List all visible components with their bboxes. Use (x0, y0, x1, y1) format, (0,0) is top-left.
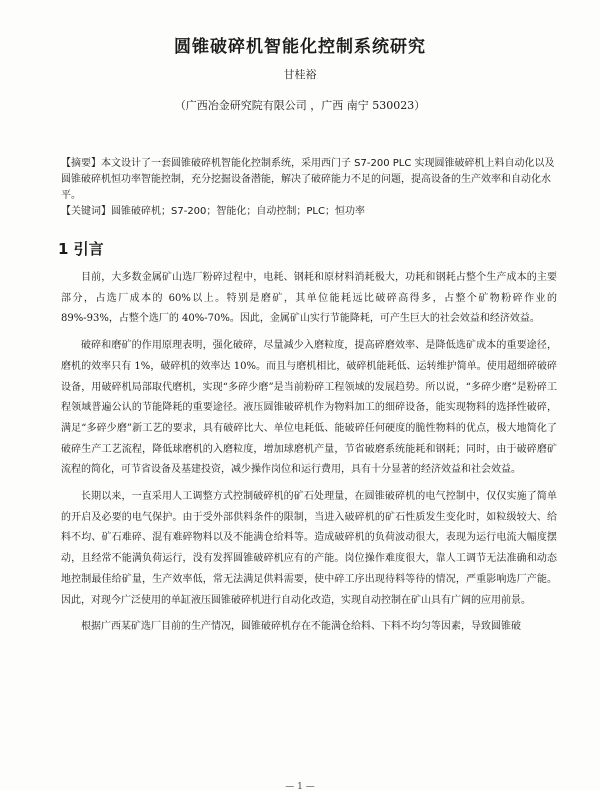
body-paragraph: 破碎和磨矿的作用原理表明，强化破碎，尽量减少入磨粒度，提高碎磨效率、是降低选矿成本的重要途径，磨机的效率只有 1%，破碎机的效率达 10%。而且与磨机相比，破碎机能耗低、运转维护简单。使用超细碎破碎设备，用破碎机局部取代磨机，实现“多碎少磨”是当前粉碎工程领域的发展趋势。所以说，“多碎少磨”是粉碎工程领域普遍公认的节能降耗的重要途径。液压圆锥破碎机作为物料加工的细碎设备，能实现物料的选择性破碎，满足“多碎少磨”新工艺的要求，具有破碎比大、单位电耗低、能破碎任何硬度的脆性物料的优点，极大地简化了破碎生产工艺流程，降低球磨机的入磨粒度，增加球磨机产量，节省破磨系统能耗和钢耗；同时，由于破碎磨矿流程的简化，可节省设备及基建投资，减少操作岗位和运行费用，具有十分显著的经济效益和社会效益。 (61, 340, 557, 476)
paper-title: 圆锥破碎机智能化控制系统研究 (174, 37, 426, 57)
keywords-text: 圆锥破碎机；S7-200；智能化；自动控制；PLC；恒功率 (111, 206, 365, 217)
keywords-label: 【关键词】 (61, 206, 111, 217)
body-text (61, 268, 557, 644)
abstract-block (61, 156, 557, 220)
page-number: — 1 — (285, 782, 315, 792)
body-paragraph: 目前，大多数金属矿山选厂粉碎过程中，电耗、钢耗和原材料消耗极大，功耗和钢耗占整个生产成本的主要部分，占选厂成本的 60%以上。特别是磨矿，其单位能耗远比破碎高得多，占整个矿物粉碎作业的 89%-93%，占整个选厂的 40%-70%。因此，金属矿山实行节能降耗，可产生巨大的社会效益和经济效益。 (61, 272, 557, 325)
abstract-text: 本文设计了一套圆锥破碎机智能化控制系统，采用西门子 S7-200 PLC 实现圆锥破碎机上料自动化以及圆锥破碎机恒功率智能控制，充分挖掘设备潜能，解决了破碎能力不足的问题，提高设备的生产效率和自动化水平。 (61, 158, 555, 201)
abstract-paragraph (61, 156, 557, 204)
abstract-label: 【摘要】 (61, 158, 101, 169)
author-name: 甘桂裕 (283, 68, 317, 81)
body-paragraph: 长期以来，一直采用人工调整方式控制破碎机的矿石处理量，在圆锥破碎机的电气控制中，仅仅实施了简单的开启及必要的电气保护。由于受外部供料条件的限制，当进入破碎机的矿石性质发生变化时，如粒级较大、给料不均、矿石难碎、混有难碎物料以及不能满仓给料等。造成破碎机的负荷波动很大，表现为运行电流大幅度摆动，且经常不能满负荷运行，没有发挥圆锥破碎机应有的产能。岗位操作难度很大，靠人工调节无法准确和动态地控制最佳给矿量，生产效率低，常无法满足供料需要，使中碎工序出现待料等待的情况，严重影响选厂产能。因此，对现今广泛使用的单缸液压圆锥破碎机进行自动化改造，实现自动控制在矿山具有广阔的应用前景。 (61, 491, 557, 606)
keywords-paragraph (61, 204, 557, 220)
author-affiliation: （广西冶金研究院有限公司 ，广西 南宁 530023） (174, 99, 426, 112)
section-heading: 1 引言 (58, 240, 104, 258)
body-paragraph: 根据广西某矿选厂目前的生产情况，圆锥破碎机存在不能满仓给料、下料不均匀等因素，导致圆锥破 (81, 621, 521, 633)
